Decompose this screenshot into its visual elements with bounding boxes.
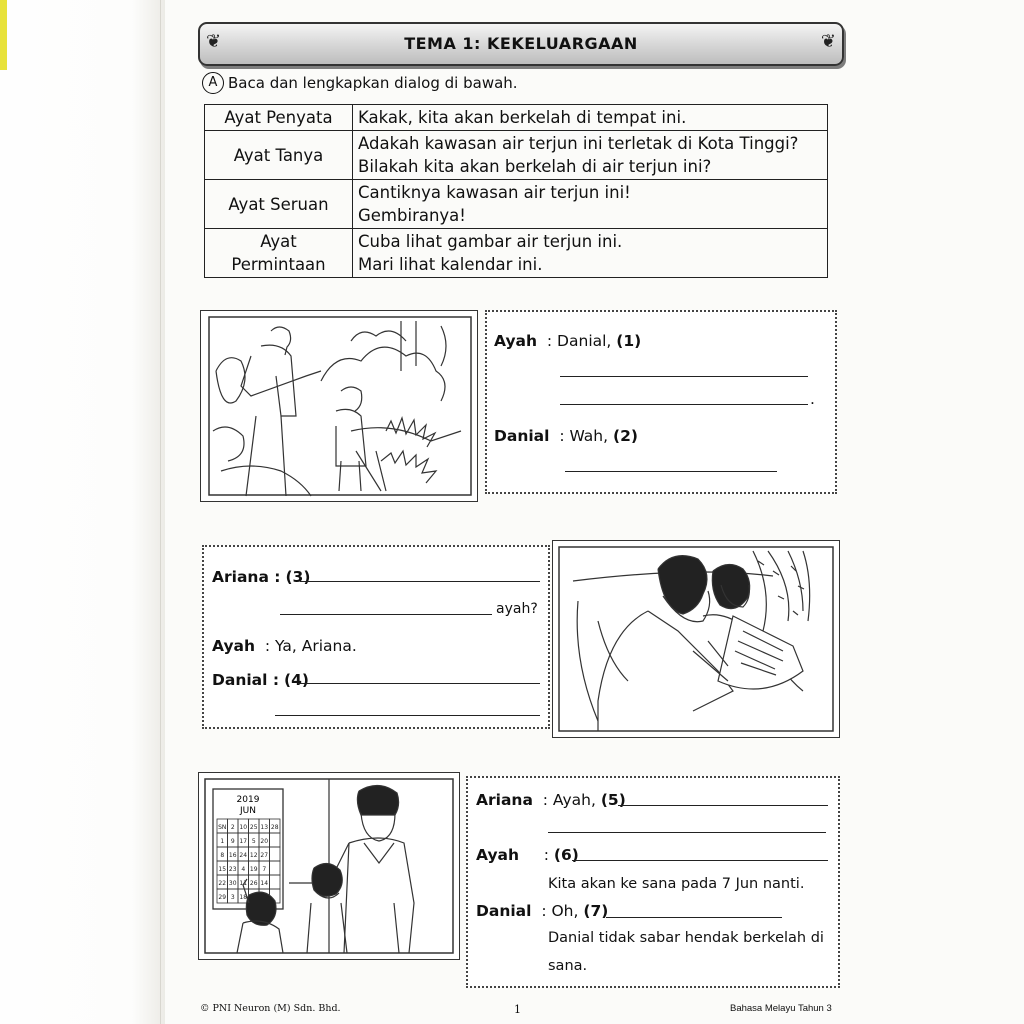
type-line: Ayat xyxy=(260,232,297,251)
speaker-name: Ayah xyxy=(476,846,520,864)
page-gutter-line xyxy=(160,0,161,1024)
type-cell: Ayat Penyata xyxy=(205,105,353,131)
answer-line-7[interactable] xyxy=(606,917,782,918)
period-mark: . xyxy=(810,390,815,408)
calendar-day: 29 xyxy=(218,894,227,901)
family-reading-illustration xyxy=(553,541,839,737)
speaker-name: Ariana : xyxy=(212,568,281,586)
calendar-day: 10 xyxy=(239,824,248,831)
dialog3-line3 xyxy=(476,902,608,920)
blank-number: (7) xyxy=(583,902,609,920)
speaker-name: Ayah xyxy=(212,637,256,655)
dialog1-line1 xyxy=(494,332,641,350)
dialog-text: : Ya, Ariana. xyxy=(264,637,357,655)
speaker-name: Danial : xyxy=(212,671,280,689)
father-son-forest-illustration xyxy=(201,311,477,501)
dialog-text: : Oh, xyxy=(541,902,579,920)
calendar-day: 23 xyxy=(228,866,237,873)
dialog-text: : Ayah, xyxy=(542,791,596,809)
answer-line-4a[interactable] xyxy=(298,683,540,684)
dialog-text: : Wah, xyxy=(559,427,609,445)
blank-number: (3) xyxy=(285,568,311,586)
calendar-day: 28 xyxy=(270,824,279,831)
dialog-text: : Danial, xyxy=(546,332,612,350)
dialog3-line2 xyxy=(476,846,579,864)
instruction-text: Baca dan lengkapkan dialog di bawah. xyxy=(228,74,518,92)
blank-number: (6) xyxy=(553,846,579,864)
calendar-day: 22 xyxy=(218,880,227,887)
dialog3-cont2: Kita akan ke sana pada 7 Jun nanti. xyxy=(548,876,805,892)
right-ornament-icon: ❦ xyxy=(820,31,836,52)
dialog2-line3 xyxy=(212,671,309,689)
answer-line-6[interactable] xyxy=(572,860,828,861)
dialog3-cont3b: sana. xyxy=(548,958,588,974)
calendar-day: 1 xyxy=(220,838,225,845)
example-line: Cantiknya kawasan air terjun ini! xyxy=(358,183,631,202)
answer-line-1a[interactable] xyxy=(560,376,808,377)
answer-line-4b[interactable] xyxy=(275,715,540,716)
calendar-day: 30 xyxy=(228,880,237,887)
calendar-day: 26 xyxy=(249,880,258,887)
calendar-illustration xyxy=(199,773,459,959)
calendar-day: 18 xyxy=(239,894,248,901)
calendar-month: JUN xyxy=(240,806,256,816)
yellow-edge-strip xyxy=(0,0,7,70)
calendar-day: 5 xyxy=(251,838,256,845)
calendar-day: 7 xyxy=(262,866,267,873)
book-title: Bahasa Melayu Tahun 3 xyxy=(730,1003,832,1014)
theme-title: TEMA 1: KEKELUARGAAN xyxy=(404,34,638,53)
example-cell xyxy=(353,180,828,229)
calendar-day: 11 xyxy=(239,880,248,887)
copyright-text: © PNI Neuron (M) Sdn. Bhd. xyxy=(200,1003,341,1014)
calendar-day: 24 xyxy=(239,852,248,859)
illustration-reading-frame xyxy=(552,540,840,738)
table-row xyxy=(205,131,828,180)
calendar-day: 20 xyxy=(260,838,269,845)
answer-line-5b[interactable] xyxy=(548,832,826,833)
table-row xyxy=(205,180,828,229)
dialog-text: : xyxy=(543,846,549,864)
calendar-day: 19 xyxy=(249,866,258,873)
dialog3-cont3a: Danial tidak sabar hendak berkelah di xyxy=(548,930,824,946)
blank-number: (4) xyxy=(283,671,309,689)
table-row xyxy=(205,105,828,131)
answer-line-2[interactable] xyxy=(565,471,777,472)
illustration-calendar-frame xyxy=(198,772,460,960)
blank-number: (1) xyxy=(616,332,642,350)
calendar-day: SN xyxy=(218,824,227,831)
example-cell xyxy=(353,229,828,278)
calendar-day: 4 xyxy=(241,866,246,873)
calendar-day: 25 xyxy=(249,824,258,831)
speaker-name: Ayah xyxy=(494,332,538,350)
speaker-name: Ariana xyxy=(476,791,533,809)
calendar-day: 14 xyxy=(260,880,269,887)
sentence-type-table xyxy=(204,104,828,278)
answer-line-1b[interactable] xyxy=(560,404,808,405)
dialog1-line2 xyxy=(494,427,638,445)
type-line: Permintaan xyxy=(231,255,326,274)
dialog2-line2 xyxy=(212,637,357,655)
example-line: Adakah kawasan air terjun ini terletak di Kota Tinggi? xyxy=(358,134,799,153)
answer-line-3a[interactable] xyxy=(300,581,540,582)
speaker-name: Danial xyxy=(476,902,532,920)
calendar-day: 17 xyxy=(239,838,248,845)
calendar-year: 2019 xyxy=(236,795,260,805)
example-line: Cuba lihat gambar air terjun ini. xyxy=(358,232,623,251)
example-line: Mari lihat kalendar ini. xyxy=(358,255,543,274)
dialog3-line1 xyxy=(476,791,626,809)
left-ornament-icon: ❦ xyxy=(206,31,222,52)
dialog2-line1 xyxy=(212,568,310,586)
answer-line-5a[interactable] xyxy=(618,805,828,806)
calendar-day: 15 xyxy=(218,866,227,873)
calendar-day: 27 xyxy=(260,852,269,859)
calendar-day: 16 xyxy=(228,852,237,859)
type-cell: Ayat Tanya xyxy=(205,131,353,180)
calendar-day: 3 xyxy=(230,894,235,901)
example-line: Gembiranya! xyxy=(358,206,466,225)
example-line: Bilakah kita akan berkelah di air terjun ini? xyxy=(358,157,712,176)
calendar-day: 12 xyxy=(249,852,258,859)
calendar-day: 8 xyxy=(220,852,225,859)
blank-number: (5) xyxy=(600,791,626,809)
calendar-day: 2 xyxy=(230,824,235,831)
example-cell xyxy=(353,131,828,180)
book-spine xyxy=(0,0,165,1024)
example-line: Kakak, kita akan berkelah di tempat ini. xyxy=(358,108,687,127)
line-ending-text: ayah? xyxy=(496,601,538,617)
answer-line-3b[interactable] xyxy=(280,614,492,615)
example-cell xyxy=(353,105,828,131)
theme-banner xyxy=(198,22,844,66)
blank-number: (2) xyxy=(612,427,638,445)
illustration-waterfall-frame xyxy=(200,310,478,502)
page-number: 1 xyxy=(514,1003,521,1016)
type-cell: Ayat Seruan xyxy=(205,180,353,229)
section-marker: A xyxy=(202,72,224,94)
type-cell xyxy=(205,229,353,278)
speaker-name: Danial xyxy=(494,427,550,445)
calendar-day: 13 xyxy=(260,824,269,831)
table-row xyxy=(205,229,828,278)
calendar-day: 9 xyxy=(230,838,235,845)
